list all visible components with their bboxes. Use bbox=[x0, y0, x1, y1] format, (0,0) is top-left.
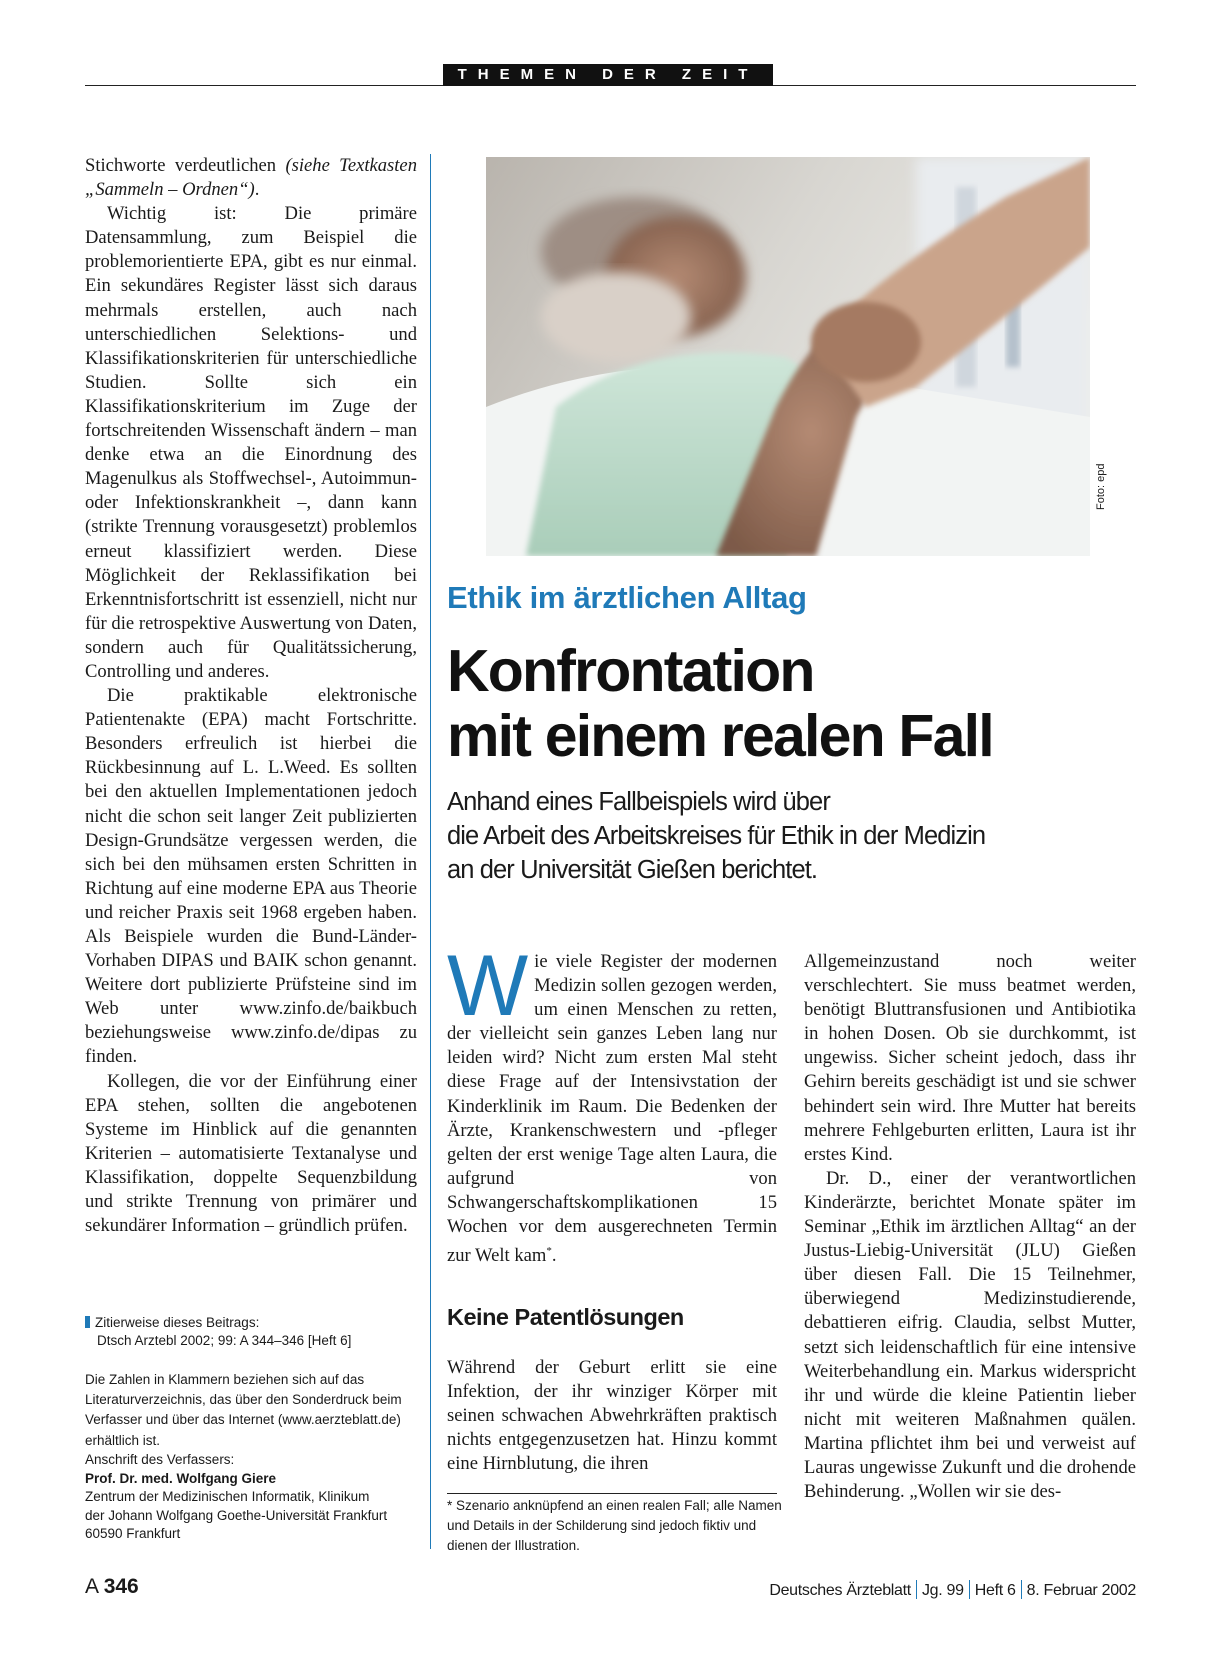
literature-note: Die Zahlen in Klammern beziehen sich auf das Literaturverzeichnis, das über den Sonderdruck beim Verfasser und über das Internet (www.aerzteblatt.de) erhältlich ist. bbox=[85, 1372, 402, 1448]
left-p1-text: Stichworte verdeutlichen bbox=[85, 155, 286, 176]
article-title bbox=[447, 639, 993, 769]
citation-label: Zitierweise dieses Beitrags: bbox=[95, 1315, 260, 1330]
left-paragraph-1 bbox=[85, 154, 417, 202]
drop-cap: W bbox=[447, 938, 529, 1034]
address-line-2: der Johann Wolfgang Goethe-Universität Frankfurt bbox=[85, 1507, 388, 1523]
intro-text: ie viele Register der modernen Medizin sollen gezogen werden, um einen Menschen zu retten, der vielleicht sein ganzes Leben lang nur leiden wird? Nicht zum ersten Mal steht diese Frage auf der Intensivstation der Kinderklinik im Raum. Die Bedenken der Ärzte, Krankenschwestern und -pfleger gelten der erst wenige Tage alten Laura, die aufgrund von Schwangerschaftskomplikationen 15 Wochen vor dem ausgerechneten Termin zur Welt kam bbox=[447, 951, 777, 1267]
citation-ref: Dtsch Arztebl 2002; 99: A 344–346 [Heft 6] bbox=[97, 1333, 352, 1348]
left-paragraph-4: Kollegen, die vor der Einführung einer EPA stehen, sollten die angebotenen Systeme im Hinblick auf die genannten Kriterien – automatisierte Textanalyse und Klassifikation, doppelte Sequenzbildung und strikte Trennung von primärer und sekundärer Information – gründlich prüfen. bbox=[85, 1070, 417, 1237]
citation-box bbox=[85, 1314, 425, 1350]
author-name: Prof. Dr. med. Wolfgang Giere bbox=[85, 1470, 277, 1486]
article-subtitle bbox=[447, 785, 985, 887]
author-address bbox=[85, 1451, 425, 1544]
section-subhead: Keine Patentlösungen bbox=[447, 1304, 684, 1330]
intro-end: . bbox=[551, 1245, 557, 1267]
citation-label-line bbox=[85, 1314, 425, 1332]
title-line-1: Konfrontation bbox=[447, 638, 814, 704]
footer-journal: Deutsches Ärzteblatt bbox=[769, 1582, 911, 1599]
footer-issue: Heft 6 bbox=[974, 1582, 1016, 1599]
citation-marker bbox=[85, 1316, 90, 1328]
right-column bbox=[804, 950, 1136, 1504]
footnote-rule bbox=[447, 1493, 777, 1494]
footer-separator bbox=[1021, 1580, 1022, 1599]
column-divider bbox=[430, 154, 431, 1549]
right-paragraph-1: Allgemeinzustand noch weiter verschlechtert. Sie muss beatmet werden, benötigt Bluttransfusionen und Antibiotika in hohen Dosen. Ob sie durchkommt, ist ungewiss. Sicher scheint jedoch, dass ihr Gehirn bereits geschädigt ist und sie schwer behindert sein wird. Ihre Mutter hat bereits mehrere Fehlgeburten erlitten, Laura ist ihr erstes Kind. bbox=[804, 951, 1136, 1165]
address-label: Anschrift des Verfassers: bbox=[85, 1452, 235, 1467]
photo-credit: Foto: epd bbox=[1095, 463, 1107, 510]
footer-separator bbox=[916, 1580, 917, 1599]
middle-column bbox=[447, 938, 777, 1268]
footnote-marker: * bbox=[546, 1245, 552, 1258]
left-column bbox=[85, 154, 417, 1238]
footer-volume: Jg. 99 bbox=[921, 1582, 964, 1599]
left-p1-italic: (siehe Textkasten „Sammeln – Ordnen“) bbox=[85, 155, 417, 201]
footnote: * Szenario anknüpfend an einen realen Fall; alle Namen und Details in der Schilderung sind jedoch fiktiv und dienen der Illustration. bbox=[447, 1498, 782, 1553]
address-line-3: 60590 Frankfurt bbox=[85, 1526, 181, 1542]
footer-date: 8. Februar 2002 bbox=[1026, 1582, 1136, 1599]
subtitle-line-2: die Arbeit des Arbeitskreises für Ethik in der Medizin bbox=[447, 822, 986, 850]
article-kicker: Ethik im ärztlichen Alltag bbox=[447, 580, 807, 615]
left-p1-end: . bbox=[254, 179, 260, 201]
address-line-1: Zentrum der Medizinischen Informatik, Klinikum bbox=[85, 1489, 370, 1505]
title-line-2: mit einem realen Fall bbox=[447, 703, 993, 769]
middle-column-continued bbox=[447, 1356, 777, 1476]
section-banner: THEMEN DER ZEIT bbox=[443, 64, 773, 86]
middle-paragraph-2: Während der Geburt erlitt sie eine Infektion, der ihr winziger Körper mit seinen schwachen Abwehrkräften praktisch nichts entgegenzusetzen hat. Hinzu kommt eine Hirnblutung, die ihren bbox=[447, 1357, 777, 1475]
page-prefix: A bbox=[85, 1575, 98, 1598]
footer-separator bbox=[969, 1580, 970, 1599]
footer-source bbox=[769, 1580, 1136, 1600]
intro-paragraph bbox=[447, 938, 777, 1268]
subtitle-line-1: Anhand eines Fallbeispiels wird über bbox=[447, 788, 830, 816]
right-paragraph-2: Dr. D., einer der verantwortlichen Kinderärzte, berichtet Monate später im Seminar „Ethik im ärztlichen Alltag“ an der Justus-Liebig-Universität (JLU) Gießen über diesen Fall. Die 15 Teilnehmer, überwiegend Medizinstudierende, debattieren eifrig. Claudia, selbst Mutter, setzt sich leidenschaftlich für eine intensive Weiterbehandlung ein. Markus widerspricht ihr und würde die kleine Patientin lieber nicht mit weiteren Maßnahmen quälen. Martina pflichtet ihm bei und verweist auf Lauras ungewisse Zukunft und die drohende Behinderung. „Wollen wir sie des- bbox=[804, 1167, 1136, 1503]
subtitle-line-3: an der Universität Gießen berichtet. bbox=[447, 856, 818, 884]
left-paragraph-2: Wichtig ist: Die primäre Datensammlung, zum Beispiel die problemorientierte EPA, gibt es nur einmal. Ein sekundäres Register lässt sich daraus mehrmals erstellen, auch nach unterschiedlichen Selektions- und Klassifikationskriterien für unterschiedliche Studien. Sollte sich ein Klassifikationskriterium im Zuge der fortschreitenden Wissenschaft ändern – man denke etwa an die Einordnung des Magenulkus als Stoffwechsel-, Autoimmun- oder Infektionskrankheit –, dann kann (strikte Trennung vorausgesetzt) problemlos erneut klassifiziert werden. Diese Möglichkeit der Reklassifikation bei Erkenntnisfortschritt ist essenziell, nicht nur für die retrospektive Auswertung von Daten, sondern auch für Qualitätssicherung, Controlling und anderes. bbox=[85, 203, 417, 682]
article-photo bbox=[486, 157, 1090, 556]
page-number-value: 346 bbox=[103, 1575, 139, 1598]
page-number bbox=[85, 1575, 139, 1599]
left-paragraph-3: Die praktikable elektronische Patientenakte (EPA) macht Fortschritte. Besonders erfreulich ist hierbei die Rückbesinnung auf L. L.Weed. Es sollten bei den aktuellen Implementationen jedoch nicht die schon seit langer Zeit publizierten Design-Grundsätze vergessen werden, die sich bei den mühsamen ersten Schritten in Richtung auf eine moderne EPA aus Theorie und reicher Praxis seit 1968 ergeben haben. Als Beispiele wurden die Bund-Länder-Vorhaben DIPAS und BAIK schon genannt. Weitere dort publizierte Prüfsteine sind im Web unter www.zinfo.de/baikbuch beziehungsweise www.zinfo.de/dipas zu finden. bbox=[85, 685, 417, 1068]
